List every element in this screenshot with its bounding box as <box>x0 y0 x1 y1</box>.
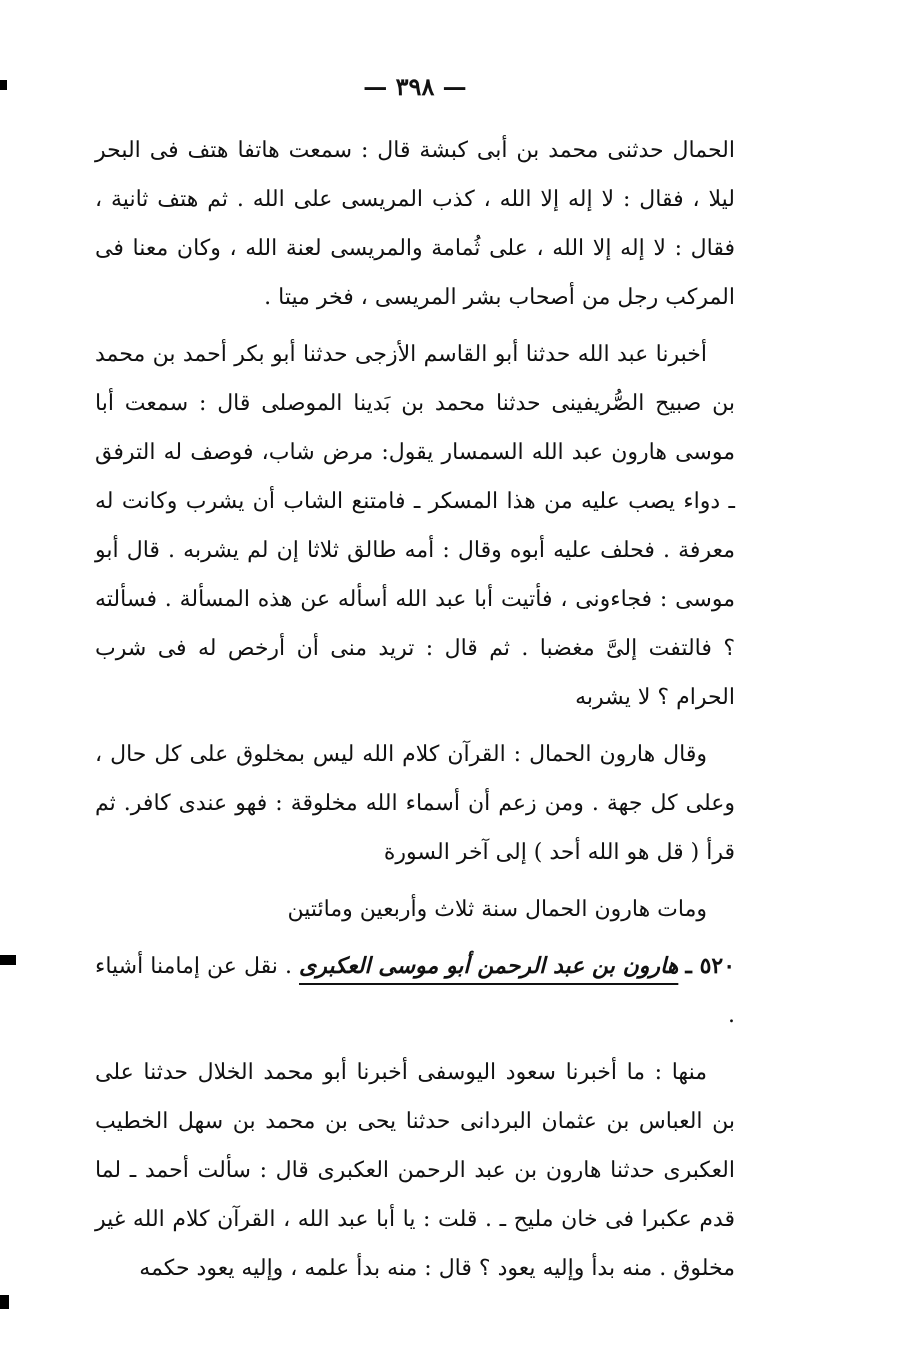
page-number: — ٣٩٨ — <box>363 72 467 101</box>
book-page <box>95 70 735 1300</box>
paragraph-narration: أخبرنا عبد الله حدثنا أبو القاسم الأزجى حدثنا أبو بكر أحمد بن محمد بن صبيح الصُّريفينى حدثنا محمد بن بَدينا الموصلى قال : سمعت أبا موسى هارون عبد الله السمسار يقول: مرض شاب، فوصف له الترفق ـ دواء يصب عليه من هذا المسكر ـ فامتنع الشاب أن يشرب وكانت له معرفة . فحلف عليه أبوه وقال : أمه طالق ثلاثا إن لم يشربه . قال أبو موسى : فجاءونى ، فأتيت أبا عبد الله أسأله عن هذه المسألة . فسألته ؟ فالتفت إلىَّ مغضبا . ثم قال : تريد منى أن أرخص له فى شرب الحرام ؟ لا يشربه <box>95 342 735 710</box>
scan-edge-mark-top <box>0 80 7 90</box>
entry-intro: . نقل عن إمامنا أشياء . <box>95 954 735 1028</box>
paragraph-continuation: الحمال حدثنى محمد بن أبى كبشة قال : سمعت هاتفا هتف فى البحر ليلا ، فقال : لا إله إلا الله ، كذب المريسى على الله . ثم هتف ثانية ، فقال : لا إله إلا الله ، على ثُمامة والمريسى لعنة الله ، وكان معنا فى المركب رجل من أصحاب بشر المريسى ، فخر ميتا . <box>95 138 735 310</box>
paragraph-death-date: ومات هارون الحمال سنة ثلاث وأربعين ومائتين <box>287 897 707 922</box>
paragraph-entry-narration: منها : ما أخبرنا سعود اليوسفى أخبرنا أبو محمد الخلال حدثنا على بن العباس بن عثمان البردانى حدثنا يحى بن محمد بن سهل الخطيب العكبرى حدثنا هارون بن عبد الرحمن العكبرى قال : سألت أحمد ـ لما قدم عكبرا فى خان مليح ـ . قلت : يا أبا عبد الله ، القرآن كلام الله غير مخلوق . منه بدأ وإليه يعود ؟ قال : منه بدأ علمه ، وإليه يعود حكمه <box>95 1060 735 1281</box>
biography-entry-heading <box>95 942 735 1040</box>
scan-edge-mark-middle <box>0 955 16 965</box>
paragraph-quran-statement: وقال هارون الحمال : القرآن كلام الله ليس بمخلوق على كل حال ، وعلى كل جهة . ومن زعم أن أسماء الله مخلوقة : فهو عندى كافر. ثم قرأ ( قل هو الله أحد ) إلى آخر السورة <box>95 742 735 865</box>
entry-number: ٥٢٠ ـ <box>685 953 736 979</box>
scan-edge-mark-bottom <box>0 1295 9 1309</box>
entry-title: هارون بن عبد الرحمن أبو موسى العكبرى <box>299 953 679 979</box>
